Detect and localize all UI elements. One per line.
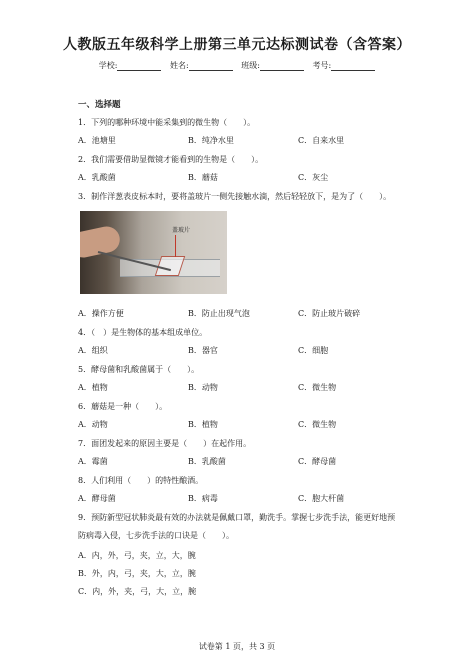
question-2: 2．我们需要借助显微镜才能看到的生物是（ ）。 <box>78 155 264 164</box>
option-a: A．乳酸菌 <box>78 173 116 182</box>
option-b: B．动物 <box>188 383 218 392</box>
name-label: 姓名: <box>170 61 189 70</box>
option-a: A．酵母菌 <box>78 494 116 503</box>
option-c: C．微生物 <box>298 383 337 392</box>
section-heading: 一、选择题 <box>78 100 121 110</box>
option-b: B．蘑菇 <box>188 173 218 182</box>
option-a: A．内，外，弓，夹，立，大，腕 <box>78 551 196 560</box>
option-a: A．动物 <box>78 420 108 429</box>
option-c: C．微生物 <box>298 420 337 429</box>
option-c: C．细胞 <box>298 346 329 355</box>
options-4 <box>78 345 408 357</box>
school-label: 学校: <box>98 61 118 70</box>
option-b: B．防止出现气泡 <box>188 309 250 318</box>
option-b: B．病毒 <box>188 494 218 503</box>
option-b: B．器官 <box>188 346 218 355</box>
option-a: A．操作方便 <box>78 309 124 318</box>
exam-no-blank <box>331 61 375 71</box>
options-7 <box>78 456 408 468</box>
class-blank <box>260 61 304 71</box>
option-c: C．灰尘 <box>298 173 329 182</box>
option-c: C．防止玻片破碎 <box>298 309 361 318</box>
option-b: B．植物 <box>188 420 218 429</box>
option-a: A．组织 <box>78 346 108 355</box>
options-5 <box>78 382 408 394</box>
question-7: 7．面团发起来的原因主要是（ ）在起作用。 <box>78 439 252 448</box>
option-c: C．胞大杆菌 <box>298 494 345 503</box>
option-a: A．霉菌 <box>78 457 108 466</box>
exam-no-label: 考号: <box>312 61 332 70</box>
options-8 <box>78 493 408 505</box>
question-5: 5．酵母菌和乳酸菌属于（ ）。 <box>78 365 200 374</box>
class-label: 班级: <box>241 61 260 70</box>
option-b: B．纯净水里 <box>188 136 234 145</box>
option-a: A．池塘里 <box>78 136 116 145</box>
school-blank <box>117 61 161 71</box>
option-b: B．乳酸菌 <box>188 457 226 466</box>
options-2 <box>78 172 408 184</box>
options-1 <box>78 135 408 147</box>
page-footer: 试卷第 1 页，共 3 页 <box>198 642 276 651</box>
question-8: 8．人们利用（ ）的特性酿酒。 <box>78 476 204 485</box>
page-title: 人教版五年级科学上册第三单元达标测试卷（含答案） <box>63 37 411 53</box>
option-c: C．内，外，夹，弓，大，立，腕 <box>78 587 197 596</box>
question-9: 9．预防新型冠状肺炎最有效的办法就是佩戴口罩，勤洗手。掌握七步洗手法，能更好地预防病毒入侵，七步洗手法的口诀是（ ）。 <box>78 513 396 540</box>
student-info <box>0 60 474 71</box>
option-c: C．自来水里 <box>298 136 345 145</box>
question-1: 1．下列的哪种环境中能采集到的微生物（ ）。 <box>78 118 256 127</box>
question-3: 3．制作洋葱表皮标本时，要将盖玻片一侧先接触水滴，然后轻轻放下，是为了（ ）。 <box>78 192 392 201</box>
name-blank <box>189 61 233 71</box>
coverslip-photo <box>80 211 227 294</box>
question-6: 6．蘑菇是一种（ ）。 <box>78 402 168 411</box>
option-c: C．酵母菌 <box>298 457 337 466</box>
question-4: 4．（ ）是生物体的基本组成单位。 <box>78 328 208 337</box>
options-6 <box>78 419 408 431</box>
label-pointer <box>175 235 176 257</box>
options-3 <box>78 308 408 320</box>
figure-label: 盖玻片 <box>172 227 191 234</box>
option-a: A．植物 <box>78 383 108 392</box>
option-b: B．外，内，弓，夹，大，立，腕 <box>78 569 196 578</box>
